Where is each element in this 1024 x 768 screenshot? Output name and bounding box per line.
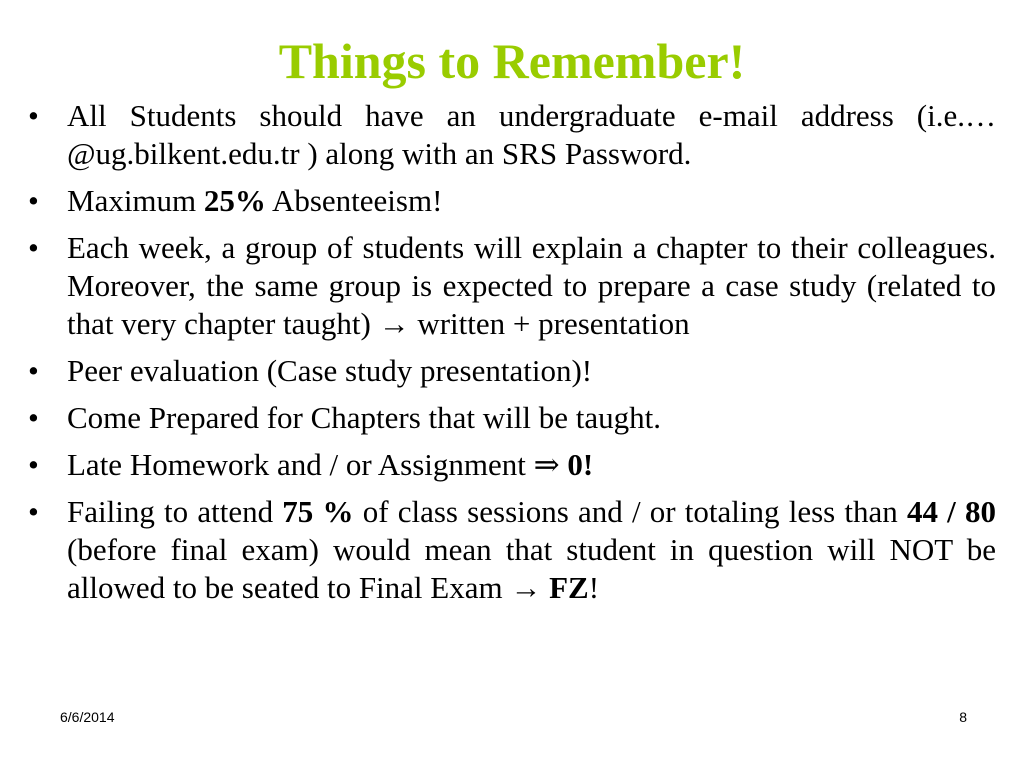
bullet-text: of class sessions and / or totaling less than [353,494,907,529]
footer-page-number: 8 [959,709,967,725]
bullet-text: Come Prepared for Chapters that will be taught. [67,400,662,435]
bullet-marker: • [28,98,39,133]
bullet-item-peer-evaluation [28,352,996,390]
bullet-text: Each week, a group of students will explain a chapter to their colleagues. Moreover, the same group is expected to prepare a case study (related to that very chapter taught) → written + presentation [67,230,996,341]
bullet-item-come-prepared [28,399,996,437]
bullet-text: Absenteeism! [265,183,443,218]
bullet-text: Late Homework and / or Assignment ⇒ [67,447,568,482]
bullet-bold-text: 25% [203,183,266,218]
slide-title: Things to Remember! [278,33,746,89]
bullet-bold-text: 75 % [282,494,354,529]
bullet-text: (before final exam) would mean that student in question will NOT be allowed to be seated to Final Exam → [67,532,996,605]
bullet-text: Maximum [67,183,204,218]
footer-date: 6/6/2014 [60,709,115,725]
bullet-item-late-homework [28,446,996,484]
bullet-bold-text: FZ [549,570,589,605]
bullet-marker: • [28,494,39,529]
bullet-list [28,97,996,616]
bullet-marker: • [28,447,39,482]
bullet-text: Failing to attend [67,494,283,529]
bullet-text: All Students should have an undergraduate e-mail address (i.e.…@ug.bilkent.edu.tr ) along with an SRS Password. [67,98,996,171]
bullet-marker: • [28,353,39,388]
bullet-bold-text: 44 / 80 [906,494,996,529]
bullet-text: ! [588,570,600,605]
bullet-text: Peer evaluation (Case study presentation)! [67,353,593,388]
bullet-item-weekly-group [28,229,996,343]
bullet-item-absenteeism [28,182,996,220]
bullet-bold-text: 0! [567,447,594,482]
bullet-marker: • [28,183,39,218]
bullet-item-email [28,97,996,173]
bullet-item-attendance-rule [28,493,996,607]
bullet-marker: • [28,230,39,265]
bullet-marker: • [28,400,39,435]
